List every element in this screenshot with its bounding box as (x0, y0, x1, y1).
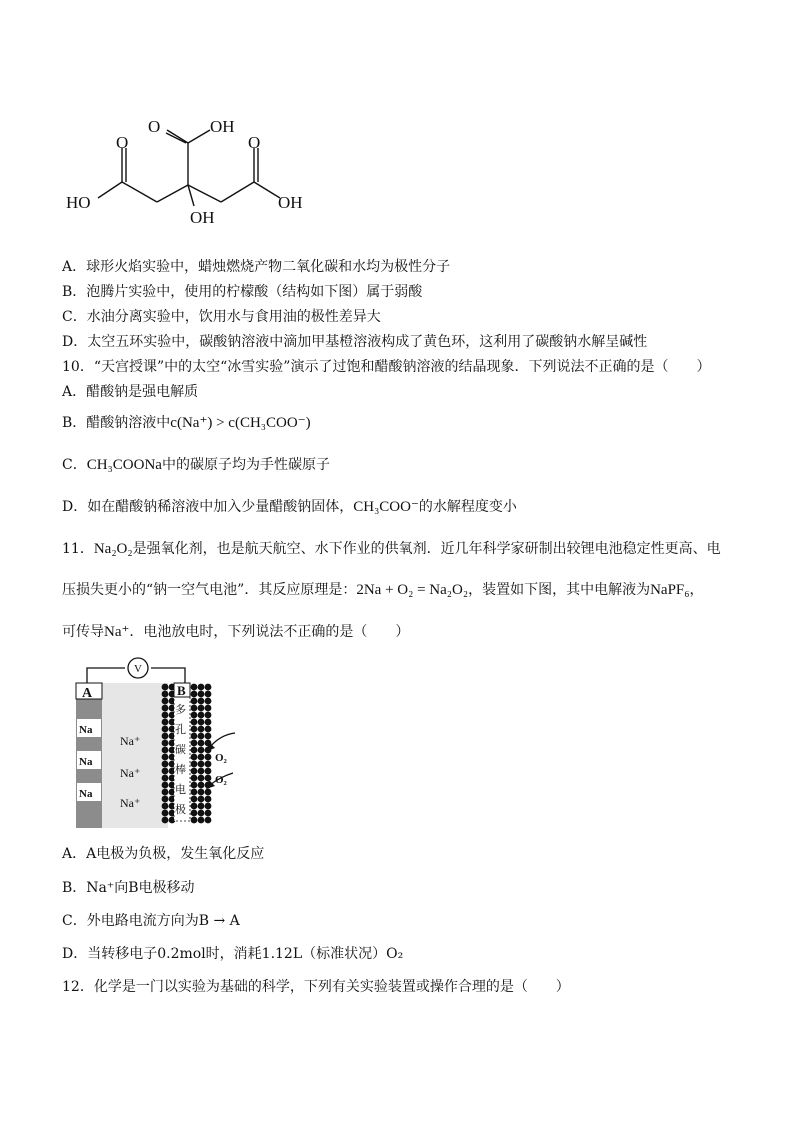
atom-label: HO (66, 193, 91, 212)
carbon-particle (191, 761, 198, 768)
carbon-particle (162, 726, 169, 733)
carbon-particle (191, 705, 198, 712)
carbon-particle (162, 698, 169, 705)
q11-reaction-formula: 2Na + O₂ = Na₂O₂ (356, 582, 469, 598)
atom-label: OH (190, 208, 215, 227)
carbon-particle (205, 754, 212, 761)
sodium-ion-label: Na⁺ (120, 766, 141, 780)
carbon-particle (205, 733, 212, 740)
carbon-particle (162, 684, 169, 691)
carbon-particle (162, 768, 169, 775)
q10-option-c (62, 455, 330, 475)
carbon-particle (191, 684, 198, 691)
carbon-particle (198, 789, 205, 796)
carbon-particle (205, 705, 212, 712)
carbon-particle (198, 733, 205, 740)
q10-stem: 10．“天宫授课”中的太空“冰雪实验”演示了过饱和醋酸钠溶液的结晶现象．下列说法不正确的是（ ） (62, 359, 711, 375)
carbon-electrode-char: 碳 (175, 744, 186, 756)
carbon-particle (205, 698, 212, 705)
atom-label: O (148, 117, 161, 136)
carbon-particle (191, 796, 198, 803)
q10-option-c-text: 中的碳原子均为手性碳原子 (161, 457, 330, 473)
carbon-particle (162, 754, 169, 761)
carbon-particle (191, 726, 198, 733)
carbon-particle (205, 684, 212, 691)
carbon-particle (198, 803, 205, 810)
carbon-particle (191, 712, 198, 719)
carbon-particle (198, 691, 205, 698)
carbon-particle (162, 803, 169, 810)
carbon-electrode-char: 棒 (175, 764, 186, 776)
carbon-particle (162, 747, 169, 754)
q10-option-a: A．醋酸钠是强电解质 (62, 384, 199, 400)
q11-option-b: B．Na⁺向B电极移动 (62, 880, 195, 896)
q10-option-d (62, 497, 517, 517)
carbon-particle (198, 747, 205, 754)
carbon-particle (198, 719, 205, 726)
sodium-label: Na (79, 756, 93, 768)
carbon-particle (205, 712, 212, 719)
carbon-particle (198, 684, 205, 691)
carbon-electrode-char: 电 (175, 784, 186, 796)
atom-label: O (116, 133, 129, 152)
carbon-particle (162, 705, 169, 712)
q11-ion-formula: Na⁺ (104, 624, 130, 640)
q11-text: ．电池放电时，下列说法不正确的是（ ） (129, 624, 410, 640)
carbon-particle (198, 775, 205, 782)
carbon-particle (162, 712, 169, 719)
carbon-particle (162, 817, 169, 824)
q11-electrolyte-formula: NaPF₆ (650, 582, 690, 598)
carbon-particle (191, 775, 198, 782)
carbon-electrode-char: 极 (175, 804, 186, 816)
carbon-particle (191, 733, 198, 740)
carbon-particle (198, 782, 205, 789)
q10-option-c-label: C． (62, 457, 87, 473)
carbon-particle (205, 726, 212, 733)
q10-option-b (62, 413, 311, 433)
sodium-ion-label: Na⁺ (120, 796, 141, 810)
q11-option-c: C．外电路电流方向为B → A (62, 913, 240, 929)
atom-label: OH (210, 117, 235, 136)
carbon-particle (162, 719, 169, 726)
carbon-particle (162, 733, 169, 740)
citric-acid-structure (60, 110, 320, 230)
carbon-particle (205, 803, 212, 810)
carbon-particle (198, 761, 205, 768)
carbon-particle (162, 782, 169, 789)
q11-number: 11． (62, 541, 94, 557)
carbon-particle (205, 810, 212, 817)
carbon-particle (205, 796, 212, 803)
atom-label: O (248, 133, 261, 152)
sodium-label: Na (79, 724, 93, 736)
carbon-particle (191, 740, 198, 747)
q9-option-d: D．太空五环实验中，碳酸钠溶液中滴加甲基橙溶液构成了黄色环，这利用了碳酸钠水解呈碱性 (62, 334, 648, 350)
carbon-particle (191, 810, 198, 817)
q11-text: 压损失更小的“钠一空气电池”．其反应原理是： (62, 582, 357, 598)
carbon-particle (205, 719, 212, 726)
carbon-particle (198, 810, 205, 817)
electrode-b-label: B (177, 683, 186, 698)
carbon-particle (191, 782, 198, 789)
q10-option-d-suffix: 的水解程度变小 (418, 499, 517, 515)
carbon-particle (198, 768, 205, 775)
q10-option-d-formula: CH₃COO⁻ (353, 499, 419, 515)
carbon-particle (191, 698, 198, 705)
carbon-particle (191, 803, 198, 810)
q9-option-a: A．球形火焰实验中，蜡烛燃烧产物二氧化碳和水均为极性分子 (62, 259, 451, 275)
carbon-particle (162, 761, 169, 768)
carbon-particle (205, 761, 212, 768)
carbon-particle (191, 754, 198, 761)
carbon-particle (162, 810, 169, 817)
q11-text: 是强氧化剂，也是航天航空、水下作业的供氧剂．近几年科学家研制出较锂电池稳定性更高、电 (132, 541, 721, 557)
q10-option-b-formula: c(Na⁺) > c(CH₃COO⁻) (170, 415, 311, 431)
q10-option-c-formula: CH₃COONa (86, 457, 162, 473)
carbon-particle (162, 796, 169, 803)
q11-stem-line2 (62, 580, 704, 600)
sodium-label: Na (79, 788, 93, 800)
carbon-particle (162, 740, 169, 747)
carbon-particle (205, 817, 212, 824)
carbon-particle (205, 768, 212, 775)
oxygen-inflow-arrow (210, 733, 235, 747)
q11-stem-line3 (62, 622, 409, 642)
q11-text: ，装置如下图，其中电解液为 (468, 582, 651, 598)
carbon-particle (205, 789, 212, 796)
electrode-a-label: A (82, 686, 93, 701)
oxygen-label: O₂ (215, 774, 227, 786)
carbon-particle (198, 740, 205, 747)
carbon-particle (162, 691, 169, 698)
carbon-particle (162, 775, 169, 782)
q10-option-b-text: B．醋酸钠溶液中 (62, 415, 171, 431)
carbon-electrode-char: 多 (175, 704, 186, 716)
q11-formula-na2o2: Na₂O₂ (93, 541, 133, 557)
q12-stem: 12．化学是一门以实验为基础的科学，下列有关实验装置或操作合理的是（ ） (62, 979, 570, 995)
carbon-particle (198, 796, 205, 803)
sodium-air-battery-diagram (70, 655, 250, 835)
carbon-particle (198, 712, 205, 719)
carbon-particle (198, 705, 205, 712)
q11-option-a: A．A电极为负极，发生氧化反应 (62, 846, 265, 862)
q11-text: ， (689, 582, 704, 598)
oxygen-label: O₂ (215, 752, 227, 764)
carbon-particle (191, 817, 198, 824)
voltmeter-label: V (134, 663, 142, 675)
q9-option-c: C．水油分离实验中，饮用水与食用油的极性差异大 (62, 309, 381, 325)
carbon-particle (191, 768, 198, 775)
carbon-particle (205, 775, 212, 782)
carbon-particle (191, 691, 198, 698)
carbon-particle (205, 691, 212, 698)
carbon-particle (198, 754, 205, 761)
sodium-ion-label: Na⁺ (120, 734, 141, 748)
carbon-particle (198, 698, 205, 705)
carbon-particle (191, 719, 198, 726)
q11-text: 可传导 (62, 624, 104, 640)
q11-option-d: D．当转移电子0.2mol时，消耗1.12L（标准状况）O₂ (62, 946, 404, 962)
carbon-particle (198, 726, 205, 733)
atom-label: OH (278, 193, 303, 212)
q10-option-d-text: D．如在醋酸钠稀溶液中加入少量醋酸钠固体， (62, 499, 354, 515)
carbon-particle (198, 817, 205, 824)
carbon-electrode-char: 孔 (175, 724, 186, 736)
q11-stem-line1 (62, 539, 721, 559)
carbon-particle (191, 747, 198, 754)
carbon-particle (162, 789, 169, 796)
q9-option-b: B．泡腾片实验中，使用的柠檬酸（结构如下图）属于弱酸 (62, 284, 423, 300)
carbon-particle (191, 789, 198, 796)
